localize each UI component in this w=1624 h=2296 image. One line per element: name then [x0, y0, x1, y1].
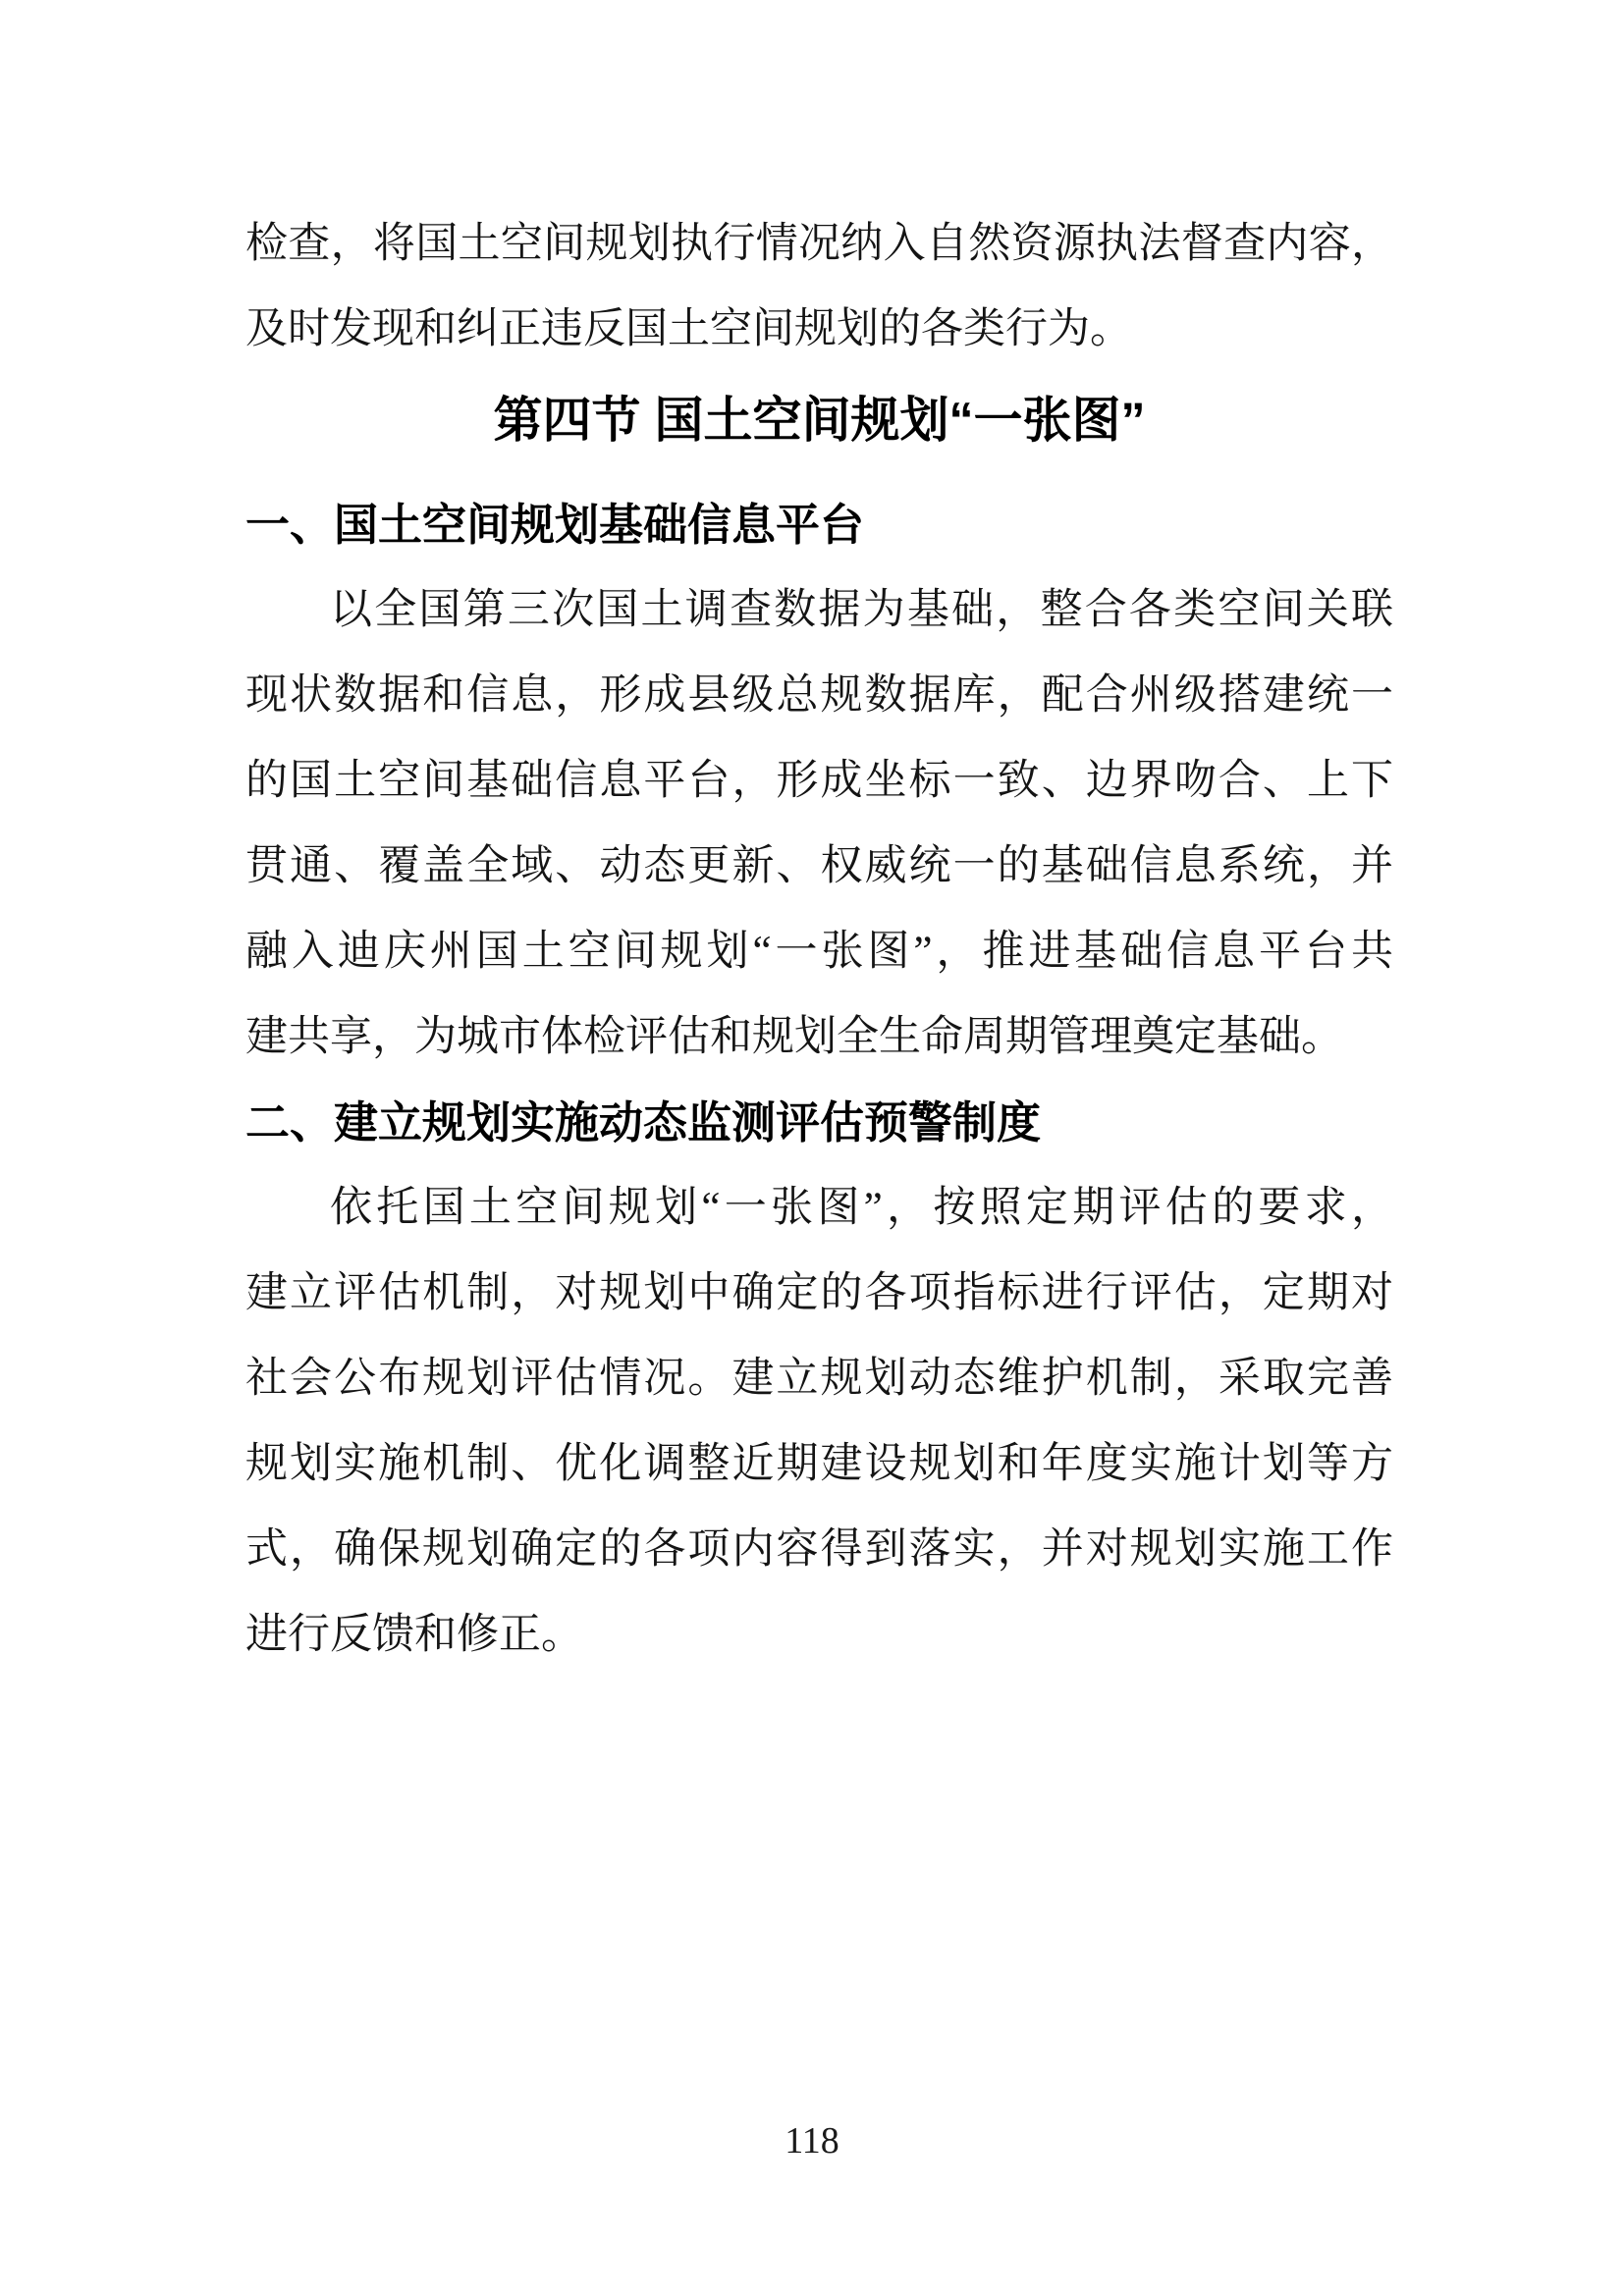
subsection-heading-2: 二、建立规划实施动态监测评估预警制度 — [245, 1097, 1042, 1148]
text-line: 贯通、覆盖全域、动态更新、权威统一的基础信息系统，并 — [245, 843, 1393, 889]
text-line: 规划实施机制、优化调整近期建设规划和年度实施计划等方 — [245, 1441, 1393, 1487]
text-line: 现状数据和信息，形成县级总规数据库，配合州级搭建统一 — [245, 672, 1393, 719]
paragraph-body-1 — [245, 567, 1393, 1080]
text-line: 依托国土空间规划“一张图”，按照定期评估的要求， — [330, 1185, 1393, 1231]
text-line: 的国土空间基础信息平台，形成坐标一致、边界吻合、上下 — [245, 758, 1393, 804]
text-line: 建共享，为城市体检评估和规划全生命周期管理奠定基础。 — [245, 1014, 1343, 1060]
paragraph-continuation — [245, 201, 1393, 372]
text-line: 以全国第三次国土调查数据为基础，整合各类空间关联 — [330, 587, 1393, 633]
page-content — [245, 201, 1393, 1678]
text-line: 融入迪庆州国土空间规划“一张图”，推进基础信息平台共 — [245, 929, 1393, 975]
page-number: 118 — [785, 2120, 839, 2162]
text-line: 建立评估机制，对规划中确定的各项指标进行评估，定期对 — [245, 1270, 1393, 1316]
text-line: 进行反馈和修正。 — [245, 1612, 583, 1658]
subsection-heading-1: 一、国土空间规划基础信息平台 — [245, 500, 865, 550]
text-line: 及时发现和纠正违反国土空间规划的各类行为。 — [245, 306, 1132, 352]
text-line: 检查，将国土空间规划执行情况纳入自然资源执法督查内容， — [245, 221, 1393, 267]
text-line: 式，确保规划确定的各项内容得到落实，并对规划实施工作 — [245, 1526, 1393, 1573]
paragraph-body-2 — [245, 1165, 1393, 1678]
text-line: 社会公布规划评估情况。建立规划动态维护机制，采取完善 — [245, 1356, 1393, 1402]
section-heading: 第四节 国土空间规划“一张图” — [493, 393, 1146, 448]
